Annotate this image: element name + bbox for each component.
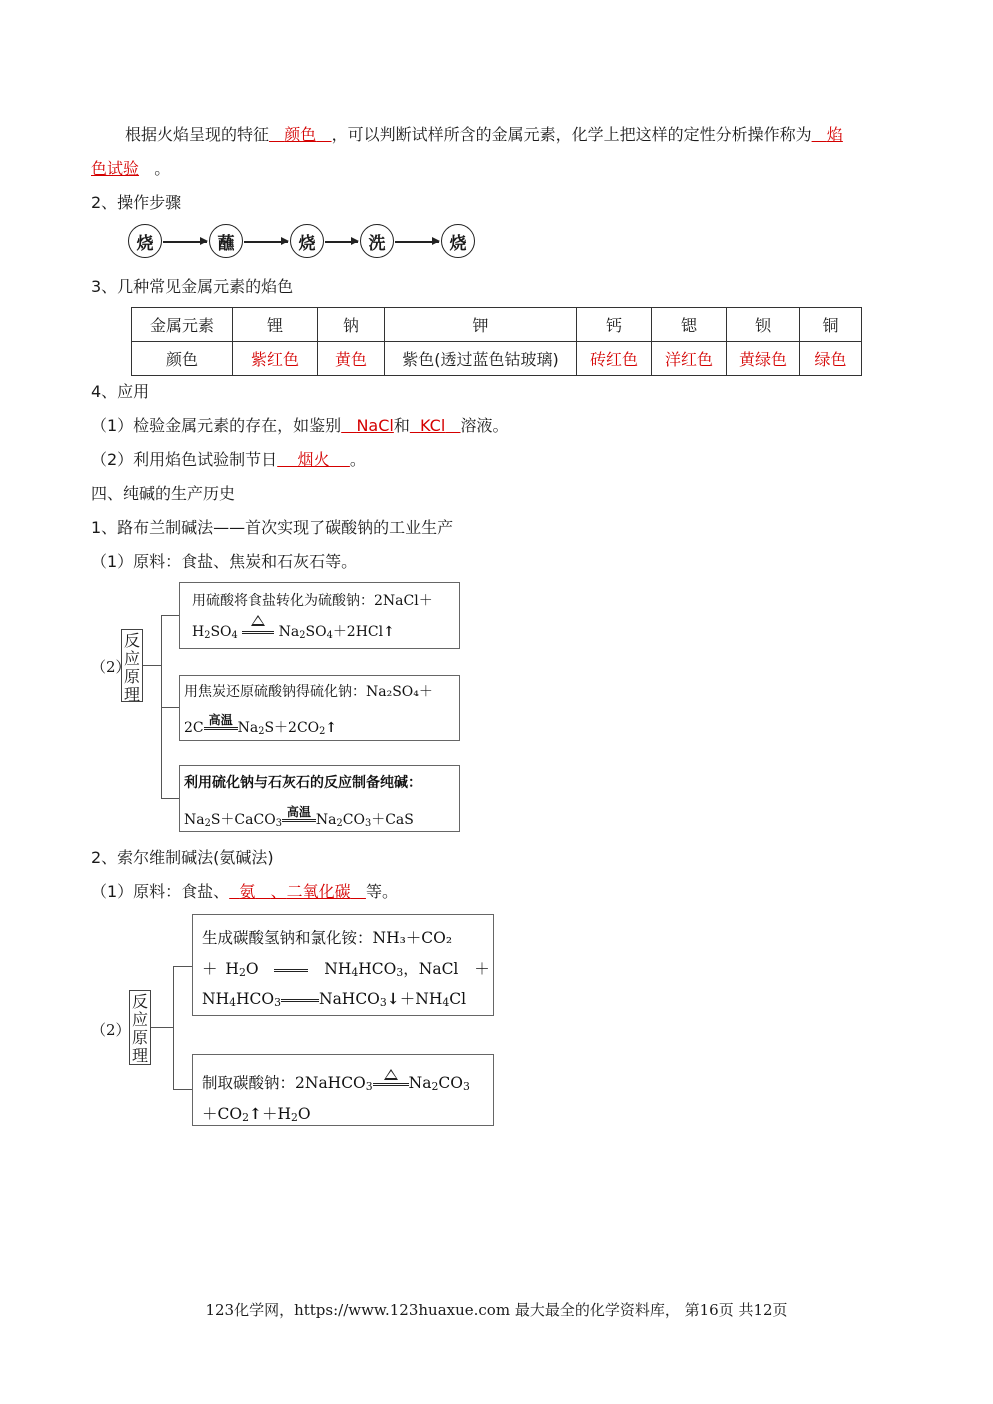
bracket-line (161, 615, 179, 616)
table-cell: 砖红色 (577, 342, 652, 376)
table-header-cell: 钾 (385, 308, 577, 342)
leblanc-box-1-line-2: $H_2SO_4$ $Na_2SO_4+2HCl↑$ (192, 621, 395, 641)
solvay-box-2 (192, 1054, 494, 1126)
table-row (132, 342, 862, 376)
application-heading: 4、应用 (91, 382, 150, 401)
solvay-raw-materials: （1）原料：食盐、 氨 、二氧化碳 等。 (91, 882, 398, 901)
intro-text-2: ，可以判断试样所含的金属元素，化学上把这样的定性分析操作称为 (331, 125, 812, 144)
table-header-cell: 钙 (577, 308, 652, 342)
step-arrow-1 (163, 241, 207, 243)
step-5: 烧 (441, 224, 475, 258)
answer-kcl: KCl (420, 416, 446, 435)
solvay-label-2: （2） (91, 1021, 131, 1039)
leblanc-raw-materials: （1）原料：食盐、焦炭和石灰石等。 (91, 552, 358, 571)
step-2: 蘸 (209, 224, 243, 258)
solvay-box-1-line-1: 生成碳酸氢钠和氯化铵：NH₃＋CO₂ (202, 929, 453, 947)
table-cell: 黄绿色 (727, 342, 800, 376)
intro-text-1: 根据火焰呈现的特征 (125, 125, 270, 144)
leblanc-box-1 (179, 582, 460, 649)
leblanc-box-3-line-1: 利用硫化钠与石灰石的反应制备纯碱： (184, 775, 422, 791)
table-header-cell: 钡 (727, 308, 800, 342)
table-cell: 洋红色 (652, 342, 727, 376)
leblanc-box-3-line-2: $Na_2S+CaCO_3$ 高温 $Na_2CO_3+CaS$ (184, 804, 414, 829)
step-1: 烧 (128, 224, 162, 258)
intro-line-1 (125, 122, 843, 145)
solvay-title: 2、索尔维制碱法(氨碱法) (91, 848, 274, 867)
bracket-line (161, 707, 179, 708)
leblanc-box-1-line-1: 用硫酸将食盐转化为硫酸钠：2NaCl＋ (192, 593, 433, 609)
answer-co2: 二氧化碳 (286, 882, 351, 901)
solvay-reaction-principle-label: 反 应 原 理 (129, 990, 151, 1065)
table-cell: 紫红色 (233, 342, 318, 376)
table-cell: 绿色 (800, 342, 862, 376)
answer-color: 颜色 (284, 125, 317, 144)
flame-color-table (131, 307, 862, 376)
solvay-box-2-line-1: 制取碳酸钠：2NaHCO$_3$ $Na_2CO_3$ (202, 1071, 470, 1093)
solvay-box-1 (192, 914, 494, 1016)
table-cell: 颜色 (132, 342, 233, 376)
leblanc-box-2-line-2: 2C 高温 $Na_2S+2CO_2↑$ (184, 712, 338, 737)
table-cell: 紫色(透过蓝色钴玻璃) (385, 342, 577, 376)
leblanc-box-3 (179, 765, 460, 832)
step-4: 洗 (360, 224, 394, 258)
page-footer: 123化学网，https://www.123huaxue.com 最大最全的化学资料库， 第16页 共12页 (205, 1301, 788, 1319)
step-arrow-3 (325, 241, 358, 243)
intro-period: 。 (154, 159, 171, 178)
leblanc-box-2-line-1: 用焦炭还原硫酸钠得硫化钠：Na₂SO₄＋ (184, 684, 433, 700)
leblanc-title: 1、路布兰制碱法——首次实现了碳酸钠的工业生产 (91, 518, 454, 537)
solvay-box-2-line-2: $+CO_2↑+H_2O$ (202, 1104, 311, 1124)
bracket-line (173, 966, 192, 967)
step-3: 烧 (290, 224, 324, 258)
leblanc-label-2: （2） (91, 658, 131, 676)
solvay-box-1-line-3: $NH_4HCO_3$ $NaHCO_3↓+NH_4Cl$ (202, 989, 467, 1009)
solvay-box-1-line-2: ＋ $H_2O$ $NH_4HCO_3$，NaCl ＋ (202, 960, 490, 979)
answer-flame-test-a: 焰 (826, 125, 843, 144)
flame-heading: 3、几种常见金属元素的焰色 (91, 277, 294, 296)
leblanc-box-2 (179, 675, 460, 741)
section4-heading: 四、纯碱的生产历史 (91, 484, 236, 503)
table-header-cell: 钠 (318, 308, 385, 342)
leblanc-reaction-principle-label: 反 应 原 理 (121, 629, 143, 702)
answer-nacl: NaCl (356, 416, 394, 435)
application-item-1: （1）检验金属元素的存在，如鉴别 NaCl和 KCl 溶液。 (91, 416, 509, 435)
answer-fireworks: 烟火 (297, 450, 330, 469)
step-arrow-4 (395, 241, 439, 243)
answer-ammonia: 氨 (239, 882, 256, 901)
table-header-cell: 锂 (233, 308, 318, 342)
bracket-line (173, 1089, 192, 1090)
table-row (132, 308, 862, 342)
bracket-line (161, 798, 179, 799)
table-header-cell: 锶 (652, 308, 727, 342)
steps-heading: 2、操作步骤 (91, 193, 182, 212)
bracket-line (151, 1027, 173, 1028)
table-header-cell: 金属元素 (132, 308, 233, 342)
intro-line-2 (91, 156, 170, 179)
bracket-line (173, 966, 174, 1090)
table-cell: 黄色 (318, 342, 385, 376)
answer-flame-test-b: 色试验 (91, 159, 140, 178)
step-arrow-2 (244, 241, 288, 243)
bracket-line (143, 665, 161, 666)
table-header-cell: 铜 (800, 308, 862, 342)
application-item-2: （2）利用焰色试验制节日 烟火 。 (91, 450, 366, 469)
